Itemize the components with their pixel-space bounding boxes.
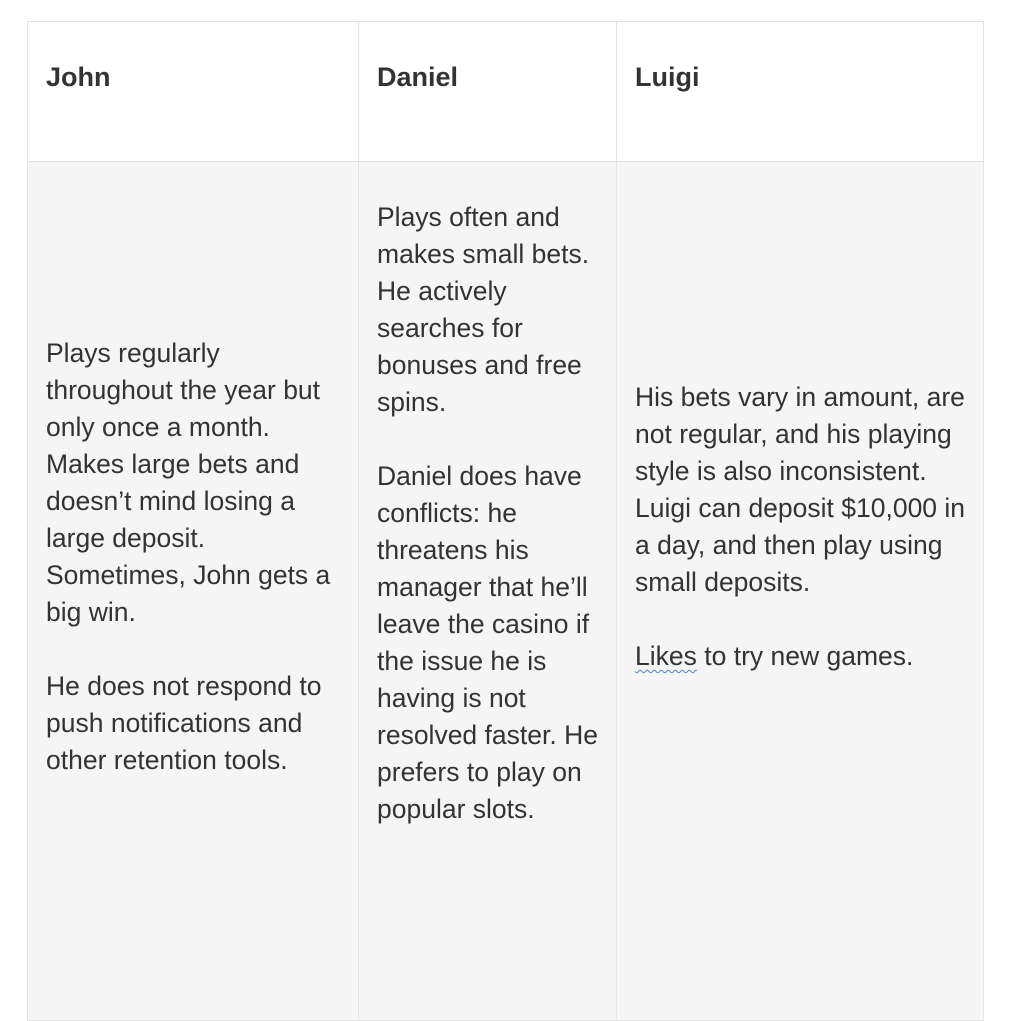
- cell-john: [28, 162, 359, 1021]
- cell-daniel: [359, 162, 617, 1021]
- comparison-table: [27, 21, 984, 1021]
- luigi-likes-rest: to try new games.: [696, 641, 914, 671]
- john-paragraph-1: Plays regularly throughout the year but only once a month. Makes large bets and doesn’t mind losing a large deposit. Sometimes, John gets a big win.: [46, 338, 331, 627]
- luigi-paragraph-1: His bets vary in amount, are not regular, and his playing style is also inconsistent. Luigi can deposit $10,000 in a day, and then play using small deposits.: [635, 382, 966, 597]
- header-john: John: [28, 22, 359, 162]
- body-row: [28, 162, 984, 1021]
- header-daniel: Daniel: [359, 22, 617, 162]
- luigi-paragraph-2: [635, 638, 973, 675]
- daniel-paragraph-2: Daniel does have conflicts: he threatens his manager that he’ll leave the casino if the issue he is having is not resolved faster. He prefers to play on popular slots.: [377, 460, 598, 824]
- spellcheck-word-likes[interactable]: Likes: [635, 641, 697, 671]
- daniel-paragraph-1: Plays often and makes small bets. He actively searches for bonuses and free spins.: [377, 201, 590, 417]
- header-luigi: Luigi: [617, 22, 984, 162]
- cell-luigi: [617, 162, 984, 1021]
- header-row: [28, 22, 984, 162]
- john-paragraph-2: He does not respond to push notifications and other retention tools.: [46, 671, 322, 775]
